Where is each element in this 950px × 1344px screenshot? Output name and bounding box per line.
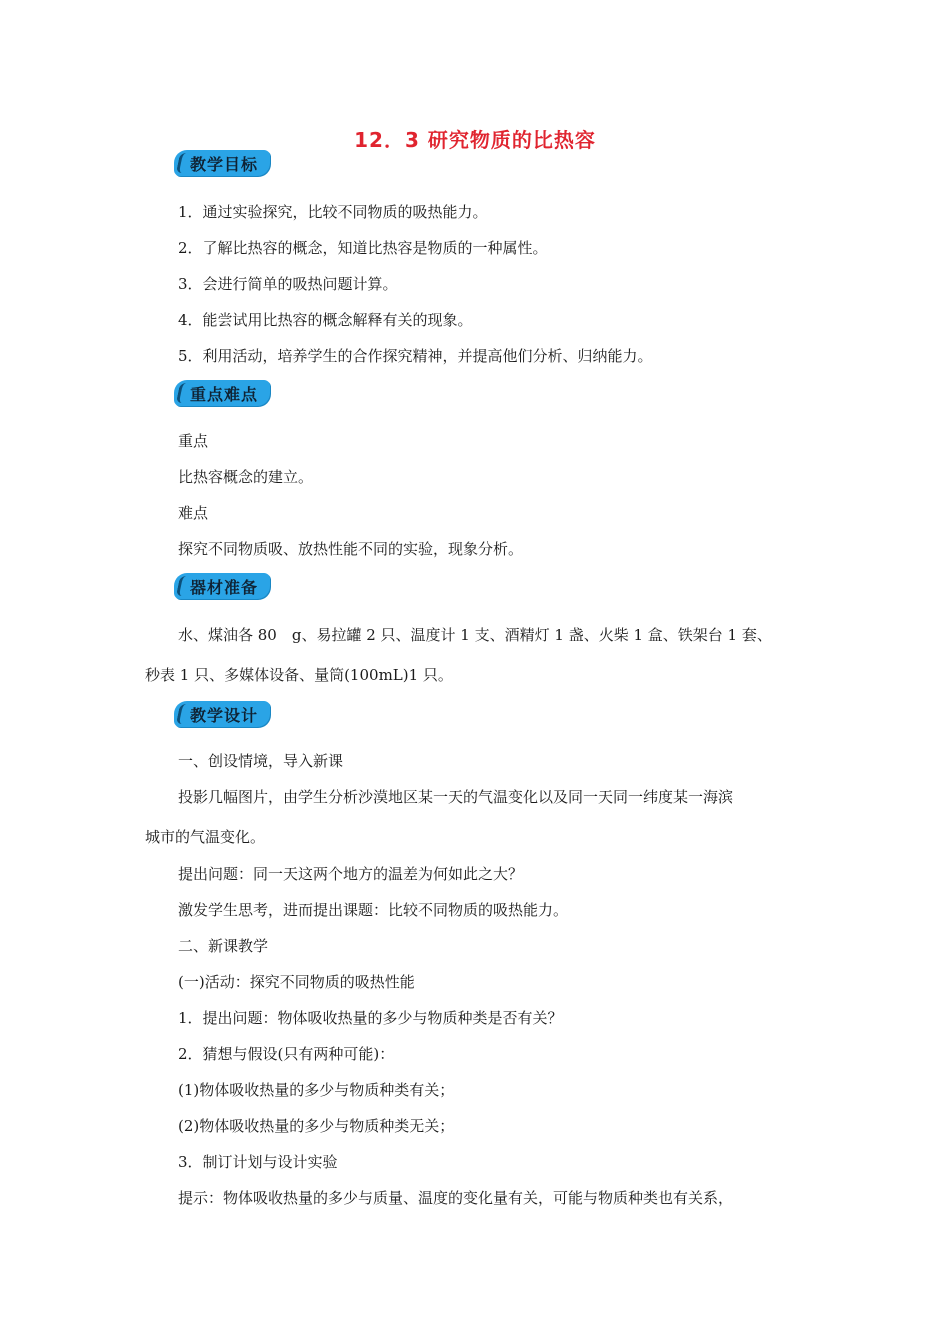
design-paragraph: (2)物体吸收热量的多少与物质种类无关；: [178, 1117, 455, 1135]
design-paragraph: 投影几幅图片，由学生分析沙漠地区某一天的气温变化以及同一天同一纬度某一海滨: [178, 788, 734, 806]
badge-shape: [174, 380, 270, 406]
badge-swish-icon: [176, 153, 191, 173]
design-paragraph: (一)活动：探究不同物质的吸热性能: [178, 973, 415, 991]
design-paragraph: 二、新课教学: [178, 937, 269, 955]
important-label: 重点: [178, 432, 209, 450]
section-title-design: 教学设计: [190, 705, 259, 725]
important-text: 比热容概念的建立。: [178, 468, 314, 486]
section-badge-design: [174, 700, 270, 728]
materials-line: 秒表 1 只、多媒体设备、量筒(100mL)1 只。: [145, 666, 453, 684]
section-badge-goals: [174, 149, 270, 177]
badge-swish-icon: [176, 576, 191, 596]
section-title-key-points: 重点难点: [190, 384, 259, 404]
section-title-goals: 教学目标: [190, 154, 259, 174]
page-title: 12．3 研究物质的比热容: [354, 128, 596, 152]
goal-item: 3．会进行简单的吸热问题计算。: [178, 275, 398, 293]
design-paragraph: 1．提出问题：物体吸收热量的多少与物质种类是否有关？: [178, 1009, 563, 1027]
design-paragraph: 城市的气温变化。: [145, 828, 266, 846]
difficult-text: 探究不同物质吸、放热性能不同的实验，现象分析。: [178, 540, 524, 558]
difficult-label: 难点: [178, 504, 209, 522]
design-paragraph: 一、创设情境，导入新课: [178, 752, 344, 770]
section-badge-key-points: [174, 379, 270, 407]
design-paragraph: 提示：物体吸收热量的多少与质量、温度的变化量有关，可能与物质种类也有关系，: [178, 1189, 734, 1207]
badge-shape: [174, 150, 270, 176]
section-title-materials: 器材准备: [190, 577, 259, 597]
badge-shape: [174, 573, 270, 599]
badge-shape: [174, 701, 270, 727]
design-paragraph: (1)物体吸收热量的多少与物质种类有关；: [178, 1081, 455, 1099]
section-badge-materials: [174, 572, 270, 600]
design-paragraph: 提出问题：同一天这两个地方的温差为何如此之大？: [178, 865, 524, 883]
goal-item: 1．通过实验探究，比较不同物质的吸热能力。: [178, 203, 488, 221]
goal-item: 5．利用活动，培养学生的合作探究精神，并提高他们分析、归纳能力。: [178, 347, 653, 365]
badge-swish-icon: [176, 383, 191, 403]
design-paragraph: 3．制订计划与设计实验: [178, 1153, 338, 1171]
design-paragraph: 2．猜想与假设(只有两种可能)：: [178, 1045, 395, 1063]
materials-line: 水、煤油各 80 g、易拉罐 2 只、温度计 1 支、酒精灯 1 盏、火柴 1 盒、铁架台 1 套、: [178, 626, 772, 644]
goal-item: 4．能尝试用比热容的概念解释有关的现象。: [178, 311, 473, 329]
design-paragraph: 激发学生思考，进而提出课题：比较不同物质的吸热能力。: [178, 901, 569, 919]
goal-item: 2．了解比热容的概念，知道比热容是物质的一种属性。: [178, 239, 548, 257]
badge-swish-icon: [176, 704, 191, 724]
